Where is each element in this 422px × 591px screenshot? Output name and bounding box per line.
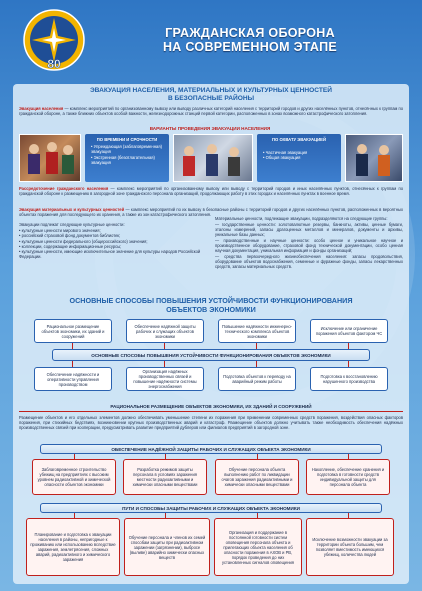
material-item: — государственные ценности: золотовалютные резервы, банкноты, активы, ценные бумаги, эталоны измерений, запасы драгоценных металлов и минералов, документы и архивы, уникальные базы данных; (215, 221, 403, 238)
values-subject: Эвакуации подлежат следующие культурные ценности: (19, 222, 125, 227)
protection-bar: ОБЕСПЕЧЕНИЕ НАДЁЖНОЙ ЗАЩИТЫ РАБОЧИХ И СЛУЖАЩИХ ОБЪЕКТА ЭКОНОМИКИ (40, 444, 382, 454)
ways-bar: ПУТИ И СПОСОБЫ ЗАЩИТЫ РАБОЧИХ И СЛУЖАЩИХ ОБЪЕКТА ЭКОНОМИКИ (40, 503, 382, 513)
evacuation-term: Эвакуация населения (19, 106, 64, 111)
variant-by-scale-item: • Частичная эвакуация (263, 150, 308, 156)
stability-title-line1: ОСНОВНЫЕ СПОСОБЫ ПОВЫШЕНИЯ УСТОЙЧИВОСТИ ФУНКЦИОНИРОВАНИЯ (69, 296, 353, 305)
header (0, 0, 422, 82)
evacuation-photo-right (345, 134, 403, 182)
values-term: Эвакуация материальных и культурных ценностей (19, 207, 125, 212)
method-box-placement: Рациональное размещение объектов экономики, их зданий и сооружений (34, 319, 112, 343)
placement-bar: РАЦИОНАЛЬНОЕ РАЗМЕЩЕНИЕ ОБЪЕКТОВ ЭКОНОМИКИ, ИХ ЗДАНИЙ И СООРУЖЕНИЙ (19, 402, 403, 412)
method-box-engineering: Повышение надёжности инженерно-технического комплекса объектов экономики (218, 319, 296, 343)
variant-by-time-title: ПО ВРЕМЕНИ И СРОЧНОСТИ (96, 137, 158, 142)
dispersal-definition (19, 186, 403, 196)
ways-box-family-training: Обучение персонала и членов их семей способам защиты при радиоактивном заражении (загрязнении), выбросе (выливе) аварийно химически опасных веществ (124, 518, 210, 576)
material-item: — средства первоочередного жизнеобеспечения населения: запасы продовольствия, оборудование объектов водоснабжения, семенные и фуражные фонды, запасы лекарственных средств, запасы материальных средств. (215, 253, 403, 270)
page-title-line2: НА СОВРЕМЕННОМ ЭТАПЕ (162, 40, 337, 54)
method-box-protection: Обеспечение надёжной защиты рабочих и служащих объектов экономики (126, 319, 204, 343)
values-text: — комплекс мероприятий по их вывозу в безопасные районы с территорий городов и других населённых пунктов, расположенных в вероятных объектах поражения для последующего их хранения, а также из зон катастрофического затопления. (19, 207, 404, 218)
main-methods-bar: ОСНОВНЫЕ СПОСОБЫ ПОВЫШЕНИЯ УСТОЙЧИВОСТИ ФУНКЦИОНИРОВАНИЯ ОБЪЕКТОВ ЭКОНОМИКИ (52, 349, 370, 361)
variant-by-time-item: • Экстренная (безотлагательная) эвакуация (91, 154, 155, 165)
method-box-exclusion: Исключение или ограничение поражения объектов фактором ЧС (310, 319, 388, 343)
variant-by-scale-title: ПО ОХВАТУ ЭВАКУАЦИЕЙ (272, 137, 326, 142)
ways-box-warning-systems: Организация и поддержание в постоянной готовности систем оповещения персонала объекта и прилегающих объекта населения об опасности поражения в АХОВ и РВ, порядок проведения до них установленных сигналов оповещения (214, 518, 302, 576)
variants-title: ВАРИАНТЫ ПРОВЕДЕНИЯ ЭВАКУАЦИИ НАСЕЛЕНИЯ (149, 126, 271, 131)
rescuers-photo-icon (346, 135, 402, 181)
evacuation-photo-left (19, 134, 81, 182)
placement-text: Размещение объектов и его отдельных элементов должно обеспечивать уменьшение степени их поражения при применении современных средств поражения, воздействия опасных факторов поражения, при стихийных бедствиях, возникновении крупных производственных аварий и катастроф. Размещение объектов должно учитывать также необходимость обеспечения надёжных производственных связей при кооперации, предусматривать развитие предприятий дублеров или филиалов предприятий в загородной зоне. (19, 415, 403, 431)
list-item: • культурные ценности федерального (общероссийского) значения; (19, 239, 209, 244)
evacuation-title-line2: В БЕЗОПАСНЫЕ РАЙОНЫ (167, 95, 255, 102)
emblem-number: 80 (47, 57, 61, 71)
protection-box-ppe: Накопление, обеспечение хранения и подготовка в готовности средств индивидуальной защиты для персонала объекта (306, 459, 390, 495)
variant-by-scale-box (257, 134, 341, 182)
material-values-text (215, 216, 403, 270)
variant-by-scale-item: • Общая эвакуация (263, 155, 301, 161)
dispersal-term: Рассредоточение гражданского населения (19, 186, 109, 191)
list-item: • культурные ценности мирового значения; (19, 228, 209, 233)
dispersal-text: — комплекс мероприятий по организованному вывозу или выводу с территорий городов и иных населённых пунктов, отнесённых к группам по гражданской обороне к размещению в загородной зоне гражданского персонала организаций, продолжающих работу в этих городах и населённых пунктах в военное время. (19, 186, 403, 197)
variant-by-time-box (85, 134, 169, 182)
evacuation-title-line1: ЭВАКУАЦИЯ НАСЕЛЕНИЯ, МАТЕРИАЛЬНЫХ И КУЛЬТУРНЫХ ЦЕННОСТЕЙ (89, 87, 333, 94)
evacuation-definition-text: — комплекс мероприятий по организованному вывозу или выводу различных категорий населения с территорий городов и других населённых пунктов, отнесённых к группам по гражданской обороне, а также ближних объектов особой важности, железнодорожных станций первой категории, расположенных в зонах возможного катастрофического затопления. (19, 106, 403, 117)
method-box-connections: Организация надёжных производственных связей и повышение надёжности системы энергоснабжения (126, 367, 204, 391)
list-item: • российский страховой фонд документов библиотек; (19, 233, 209, 238)
list-item: • культурные ценности, имеющие исключительное значение для культуры народов Российской Федерации. (19, 249, 209, 260)
page-title (100, 26, 400, 54)
method-box-management: Обеспечение надёжности и оперативности управления производством (34, 367, 112, 391)
stability-title-line2: ОБЪЕКТОВ ЭКОНОМИКИ (166, 304, 256, 314)
method-box-emergency-mode: Подготовка объектов к переводу на аварийный режим работы (218, 367, 296, 391)
protection-box-shelters: Заблаговременное строительство убежищ на предприятиях с высоким уровнем радиоактивной и химической опасности объектов экономики (32, 459, 116, 495)
mchs-emblem-icon (22, 8, 86, 72)
people-photo-icon (20, 135, 80, 181)
method-box-restoration: Подготовка к восстановлению нарушенного производства (310, 367, 388, 391)
page-title-line1: ГРАЖДАНСКАЯ ОБОРОНА (165, 26, 335, 40)
protection-box-regimes: Разработка режимов защиты персонала в условиях заражения местности радиоактивными и химически опасными веществами (123, 459, 207, 495)
evacuation-photo-center (173, 134, 253, 182)
stability-section-title (13, 297, 409, 314)
material-intro: Материальные ценности, подлежащие эвакуации, подразделяются на следующие группы: (215, 216, 388, 221)
list-item: • коллекции, содержащие информационные ресурсы; (19, 244, 209, 249)
evacuation-section-title (13, 87, 409, 103)
ways-box-shelter-capacity: Исключение возможности эвакуации за территории объекта большим, чем позволяет вместимость имеющихся убежищ, количества людей (306, 518, 394, 576)
material-item: — производственные и научные ценности: особо ценное и уникальное научное и производственное оборудование, страховой фонд технической документации, особо ценная научная документация, уникальная информация и фонды организаций; (215, 237, 403, 254)
evacuation-definition (19, 106, 403, 116)
ways-box-evacuation-planning: Планирование и подготовка к эвакуации населения в районы, непригодные к проживанию или использованию вследствие заражения, землетрясения, сложных аварий, радиоактивного и химического заражения (26, 518, 120, 576)
protection-box-training: Обучение персонала объекта выполнению работ по ликвидации очагов заражения радиоактивными и химически опасными веществами (215, 459, 299, 495)
crowd-photo-icon (174, 135, 252, 181)
cultural-values-list (19, 228, 209, 260)
variant-by-time-item: • Упреждающая (заблаговременная) эвакуация (91, 144, 163, 155)
